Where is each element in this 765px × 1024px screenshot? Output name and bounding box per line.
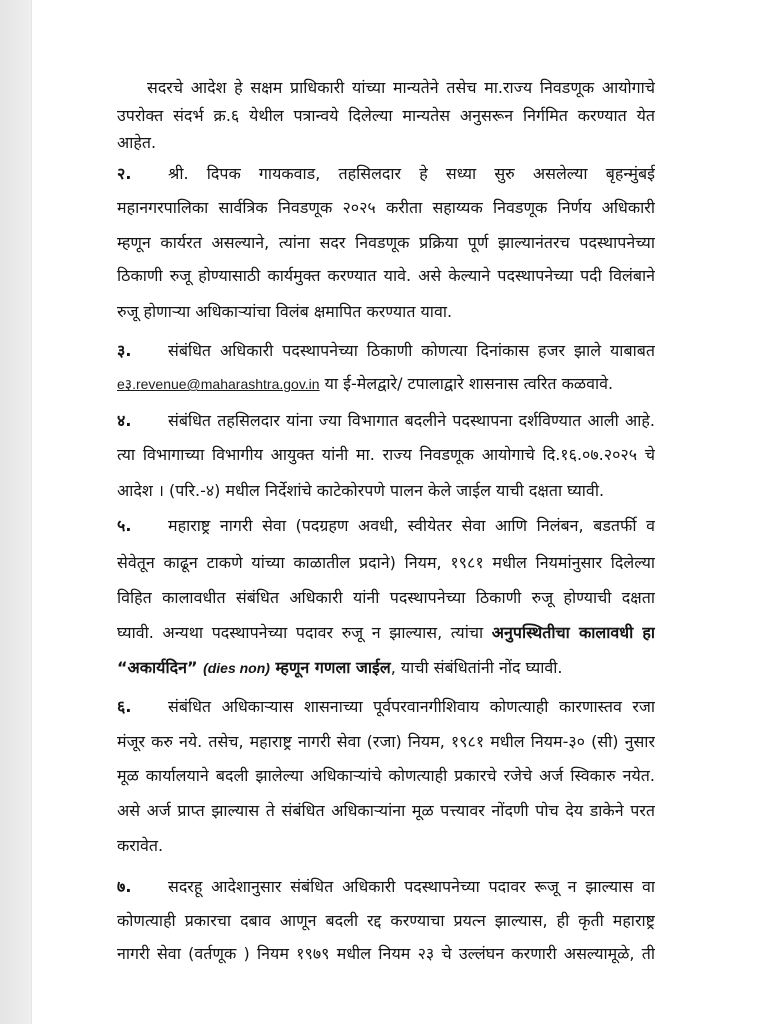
point-number: ५. — [117, 516, 132, 535]
paragraph-line: सदरचे आदेश हे सक्षम प्राधिकारी यांच्या मान्यतेने तसेच मा.राज्य निवडणूक आयोगाचे — [147, 78, 655, 97]
point-number: ७. — [117, 877, 132, 896]
paragraph-line: विहित कालावधीत संबंधित अधिकारी यांनी पदस्थापनेच्या ठिकाणी रुजू होण्याची दक्षता — [117, 588, 655, 607]
latin-term-emphasis: (dies non) — [203, 660, 270, 676]
paragraph-line: आहेत. — [117, 133, 157, 152]
paragraph-line: संबंधित अधिकारी पदस्थापनेच्या ठिकाणी कोणत्या दिनांकास हजर झाले याबाबत — [168, 341, 655, 360]
paragraph-line: म्हणून कार्यरत असल्याने, त्यांना सदर निवडणूक प्रक्रिया पूर्ण झाल्यानंतरच पदस्थापनेच्या — [117, 233, 655, 252]
paragraph-line: महानगरपालिका सार्वत्रिक निवडणूक २०२५ करीता सहाय्यक निवडणूक निर्णय अधिकारी — [117, 198, 655, 217]
paragraph-line: नागरी सेवा (वर्तणूक ) नियम १९७९ मधील नियम २३ चे उल्लंघन करणारी असल्यामूळे, ती — [117, 944, 655, 963]
point-number: ६. — [117, 697, 132, 716]
emphasis-text: “अकार्यदिन” — [117, 658, 204, 677]
point-number: २. — [117, 164, 132, 183]
paragraph-line: मूळ कार्यालयाने बदली झालेल्या अधिकाऱ्यांचे कोणत्याही प्रकारचे रजेचे अर्ज स्विकारु नयेत. — [117, 766, 655, 785]
paragraph-line: त्या विभागाच्या विभागीय आयुक्त यांनी मा. राज्य निवडणूक आयोगाचे दि.१६.०७.२०२५ चे — [117, 445, 655, 464]
paragraph-text: , याची संबंधितांनी नोंद घ्यावी. — [390, 658, 563, 677]
paragraph-line: असे अर्ज प्राप्त झाल्यास ते संबंधित अधिकाऱ्यांना मूळ पत्त्यावर नोंदणी पोच देय डाकेने परत — [117, 801, 655, 820]
paragraph-line: कोणत्याही प्रकारचा दबाव आणून बदली रद्द करण्याचा प्रयत्न झाल्यास, ही कृती महाराष्ट्र — [117, 911, 655, 930]
paragraph-line — [117, 618, 655, 648]
paragraph-line: संबंधित तहसिलदार यांना ज्या विभागात बदलीने पदस्थापना दर्शविण्यात आली आहे. — [168, 411, 655, 430]
paragraph-line: श्री. दिपक गायकवाड, तहसिलदार हे सध्या सुरु असलेल्या बृहन्मुंबई — [168, 164, 655, 183]
paragraph-line — [117, 369, 655, 399]
paragraph-line: उपरोक्त संदर्भ क्र.६ येथील पत्रान्वये दिलेल्या मान्यतेस अनुसरून निर्गमित करण्यात येत — [117, 106, 655, 125]
scan-edge-shadow — [0, 0, 32, 1024]
paragraph-line: ठिकाणी रुजू होण्यासाठी कार्यमुक्त करण्यात यावे. असे केल्याने पदस्थापनेच्या पदी विलंबाने — [117, 266, 655, 285]
paragraph-line: संबंधित अधिकाऱ्यास शासनाच्या पूर्वपरवानगीशिवाय कोणत्याही कारणास्तव रजा — [168, 697, 655, 716]
paragraph-line: आदेश । (परि.-४) मधील निर्देशांचे काटेकोरपणे पालन केले जाईल याची दक्षता घ्यावी. — [117, 481, 605, 500]
emphasis-text: म्हणून गणला जाईल — [269, 658, 391, 677]
paragraph-line — [117, 653, 655, 683]
paragraph-text: घ्यावी. अन्यथा पदस्थापनेच्या पदावर रुजू न झाल्यास, त्यांचा — [117, 623, 492, 642]
paragraph-line: सदरहू आदेशानुसार संबंधित अधिकारी पदस्थापनेच्या पदावर रूजू न झाल्यास वा — [168, 877, 655, 896]
paragraph-line: महाराष्ट्र नागरी सेवा (पदग्रहण अवधी, स्वीयेतर सेवा आणि निलंबन, बडतर्फी व — [168, 516, 655, 535]
paragraph-line: रुजू होणाऱ्या अधिकाऱ्यांचा विलंब क्षमापित करण्यात यावा. — [117, 302, 453, 321]
point-number: ४. — [117, 411, 132, 430]
paragraph-line: करावेत. — [117, 836, 164, 855]
point-number: ३. — [117, 341, 132, 360]
paragraph-line: मंजूर करु नये. तसेच, महाराष्ट्र नागरी सेवा (रजा) नियम, १९८१ मधील नियम-३० (सी) नुसार — [117, 732, 655, 751]
paragraph-line: सेवेतून काढून टाकणे यांच्या काळातील प्रदाने) नियम, १९८१ मधील नियमांनुसार दिलेल्या — [117, 553, 655, 572]
email-address: e३.revenue@maharashtra.gov.in — [117, 376, 320, 392]
emphasis-text: अनुपस्थितीचा कालावधी हा — [491, 623, 655, 642]
paragraph-text: या ई-मेलद्वारे/ टपालाद्वारे शासनास त्वरित कळवावे. — [319, 374, 614, 393]
